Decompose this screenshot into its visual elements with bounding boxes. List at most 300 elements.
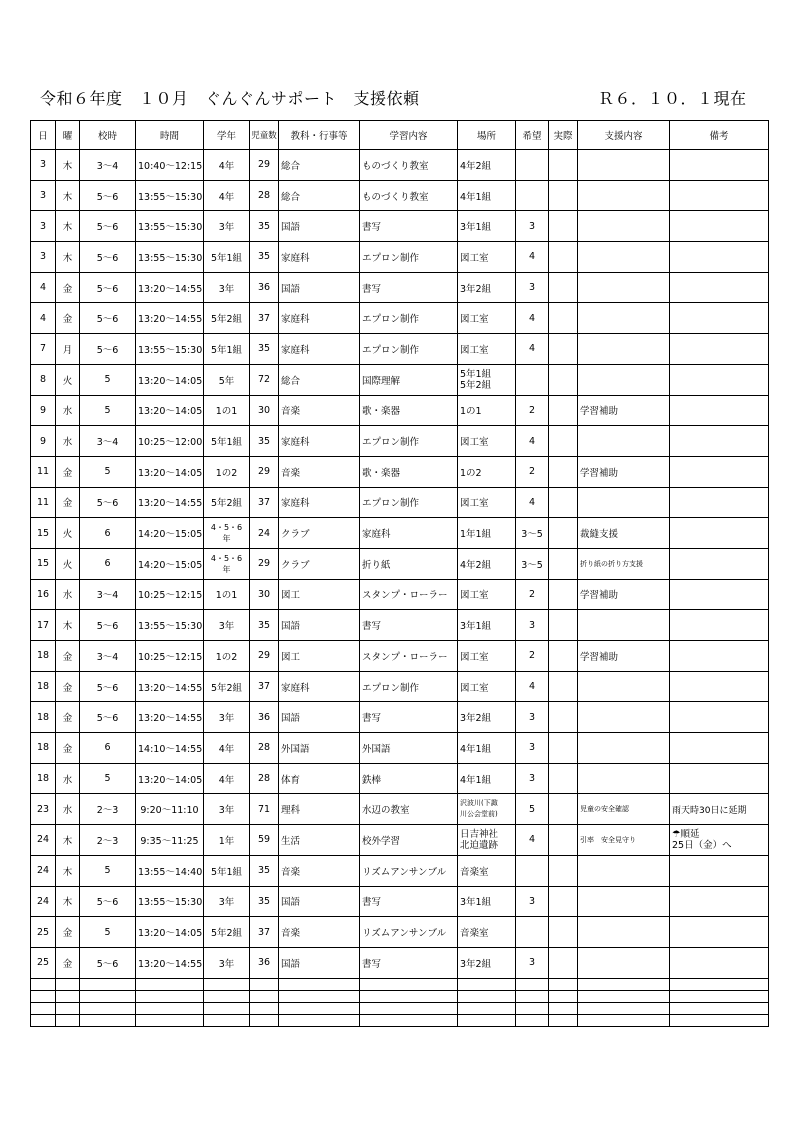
cell-actual — [549, 641, 578, 672]
cell-content: 歌・楽器 — [360, 456, 458, 487]
empty-cell — [136, 978, 204, 990]
cell-students: 72 — [250, 364, 279, 395]
cell-actual — [549, 456, 578, 487]
cell-time: 10:25～12:00 — [136, 426, 204, 457]
cell-weekday: 金 — [56, 947, 80, 978]
cell-content: エプロン制作 — [360, 303, 458, 334]
empty-cell — [136, 1002, 204, 1014]
cell-actual — [549, 518, 578, 549]
cell-period: 3～4 — [80, 150, 136, 181]
table-row — [31, 610, 769, 641]
table-row — [31, 917, 769, 948]
document-title: 令和６年度 １０月 ぐんぐんサポート 支援依頼 — [40, 89, 420, 108]
cell-grade: 5年2組 — [204, 487, 250, 518]
header-row — [31, 121, 769, 150]
cell-notes — [670, 211, 769, 242]
empty-cell — [360, 1014, 458, 1026]
cell-time: 13:55～15:30 — [136, 334, 204, 365]
cell-requested: 4 — [516, 334, 549, 365]
cell-requested: 4 — [516, 825, 549, 856]
cell-period: 5～6 — [80, 610, 136, 641]
empty-cell — [360, 990, 458, 1002]
cell-notes — [670, 548, 769, 579]
cell-weekday: 火 — [56, 364, 80, 395]
cell-period: 5～6 — [80, 242, 136, 273]
cell-period: 5 — [80, 456, 136, 487]
cell-weekday: 木 — [56, 242, 80, 273]
cell-subject: 生活 — [279, 825, 360, 856]
cell-grade: 4・5・6 年 — [204, 518, 250, 549]
empty-row — [31, 1002, 769, 1014]
cell-requested: 3 — [516, 610, 549, 641]
cell-grade: 3年 — [204, 610, 250, 641]
cell-students: 35 — [250, 426, 279, 457]
table-row — [31, 886, 769, 917]
cell-students: 35 — [250, 855, 279, 886]
table-row — [31, 334, 769, 365]
cell-support: 折り紙の折り方支援 — [578, 548, 670, 579]
cell-day: 18 — [31, 641, 56, 672]
table-row — [31, 947, 769, 978]
cell-support — [578, 180, 670, 211]
cell-place: 日吉神社 北迫遺跡 — [458, 825, 516, 856]
cell-requested: 4 — [516, 242, 549, 273]
cell-time: 13:55～15:30 — [136, 211, 204, 242]
table-row — [31, 794, 769, 825]
cell-notes — [670, 763, 769, 794]
cell-time: 14:10～14:55 — [136, 733, 204, 764]
cell-place: 沢波川(下諏 川公会堂前) — [458, 794, 516, 825]
cell-support — [578, 150, 670, 181]
cell-weekday: 金 — [56, 487, 80, 518]
cell-weekday: 木 — [56, 886, 80, 917]
cell-notes: 雨天時30日に延期 — [670, 794, 769, 825]
cell-students: 35 — [250, 211, 279, 242]
empty-cell — [56, 1002, 80, 1014]
cell-day: 15 — [31, 548, 56, 579]
cell-actual — [549, 855, 578, 886]
cell-students: 36 — [250, 947, 279, 978]
cell-students: 59 — [250, 825, 279, 856]
cell-day: 3 — [31, 150, 56, 181]
cell-requested: 2 — [516, 456, 549, 487]
cell-period: 3～4 — [80, 579, 136, 610]
cell-time: 14:20～15:05 — [136, 548, 204, 579]
cell-subject: 音楽 — [279, 395, 360, 426]
cell-actual — [549, 825, 578, 856]
cell-place: 3年1組 — [458, 610, 516, 641]
cell-support — [578, 487, 670, 518]
cell-notes — [670, 456, 769, 487]
cell-day: 4 — [31, 272, 56, 303]
cell-content: エプロン制作 — [360, 487, 458, 518]
cell-students: 35 — [250, 886, 279, 917]
cell-requested — [516, 150, 549, 181]
cell-actual — [549, 180, 578, 211]
cell-grade: 4年 — [204, 150, 250, 181]
cell-subject: 家庭科 — [279, 426, 360, 457]
table-row — [31, 548, 769, 579]
cell-subject: 音楽 — [279, 855, 360, 886]
table-row — [31, 733, 769, 764]
cell-students: 30 — [250, 395, 279, 426]
cell-content: リズムアンサンブル — [360, 855, 458, 886]
cell-notes — [670, 641, 769, 672]
cell-subject: 図工 — [279, 579, 360, 610]
cell-subject: 国語 — [279, 211, 360, 242]
cell-students: 35 — [250, 242, 279, 273]
cell-requested: 4 — [516, 303, 549, 334]
table-row — [31, 456, 769, 487]
empty-cell — [578, 990, 670, 1002]
cell-weekday: 金 — [56, 733, 80, 764]
cell-time: 10:25～12:15 — [136, 579, 204, 610]
cell-support — [578, 947, 670, 978]
empty-cell — [549, 978, 578, 990]
cell-actual — [549, 947, 578, 978]
cell-grade: 1の2 — [204, 456, 250, 487]
table-body — [31, 150, 769, 1027]
cell-grade: 3年 — [204, 211, 250, 242]
cell-place: 音楽室 — [458, 855, 516, 886]
empty-cell — [80, 990, 136, 1002]
col-time: 時間 — [136, 121, 204, 150]
cell-notes — [670, 487, 769, 518]
cell-notes: ☂順延 25日（金）へ — [670, 825, 769, 856]
cell-time: 13:20～14:05 — [136, 364, 204, 395]
cell-period: 5 — [80, 855, 136, 886]
cell-time: 13:20～14:05 — [136, 456, 204, 487]
cell-grade: 3年 — [204, 947, 250, 978]
cell-weekday: 水 — [56, 426, 80, 457]
cell-period: 5～6 — [80, 211, 136, 242]
cell-day: 9 — [31, 426, 56, 457]
cell-time: 13:55～15:30 — [136, 180, 204, 211]
cell-day: 24 — [31, 886, 56, 917]
cell-grade: 3年 — [204, 702, 250, 733]
cell-support — [578, 426, 670, 457]
cell-place: 図工室 — [458, 487, 516, 518]
cell-requested: 5 — [516, 794, 549, 825]
cell-subject: クラブ — [279, 548, 360, 579]
cell-weekday: 金 — [56, 671, 80, 702]
cell-weekday: 木 — [56, 211, 80, 242]
cell-support: 引率 安全見守り — [578, 825, 670, 856]
cell-subject: 外国語 — [279, 733, 360, 764]
cell-support — [578, 763, 670, 794]
cell-content: 校外学習 — [360, 825, 458, 856]
cell-weekday: 金 — [56, 272, 80, 303]
cell-notes — [670, 886, 769, 917]
col-support: 支援内容 — [578, 121, 670, 150]
cell-content: エプロン制作 — [360, 242, 458, 273]
cell-place: 図工室 — [458, 671, 516, 702]
empty-cell — [458, 978, 516, 990]
cell-time: 13:20～14:05 — [136, 917, 204, 948]
empty-cell — [670, 978, 769, 990]
cell-time: 10:25～12:15 — [136, 641, 204, 672]
col-weekday: 曜 — [56, 121, 80, 150]
cell-actual — [549, 610, 578, 641]
cell-students: 71 — [250, 794, 279, 825]
cell-time: 13:20～14:55 — [136, 671, 204, 702]
cell-weekday: 水 — [56, 395, 80, 426]
cell-place: 図工室 — [458, 579, 516, 610]
empty-cell — [279, 978, 360, 990]
cell-period: 6 — [80, 548, 136, 579]
cell-actual — [549, 548, 578, 579]
cell-students: 36 — [250, 702, 279, 733]
cell-actual — [549, 334, 578, 365]
cell-requested: 4 — [516, 487, 549, 518]
empty-cell — [136, 1014, 204, 1026]
cell-content: エプロン制作 — [360, 334, 458, 365]
cell-notes — [670, 242, 769, 273]
cell-requested: 4 — [516, 426, 549, 457]
cell-content: 折り紙 — [360, 548, 458, 579]
cell-requested — [516, 917, 549, 948]
cell-requested: 2 — [516, 395, 549, 426]
cell-weekday: 水 — [56, 763, 80, 794]
empty-cell — [56, 990, 80, 1002]
cell-content: 外国語 — [360, 733, 458, 764]
cell-period: 3～4 — [80, 641, 136, 672]
table-row — [31, 242, 769, 273]
cell-requested: 4 — [516, 671, 549, 702]
empty-cell — [516, 990, 549, 1002]
cell-notes — [670, 733, 769, 764]
cell-place: 図工室 — [458, 641, 516, 672]
cell-weekday: 金 — [56, 917, 80, 948]
empty-cell — [549, 1014, 578, 1026]
cell-students: 29 — [250, 641, 279, 672]
cell-notes — [670, 303, 769, 334]
empty-cell — [516, 1014, 549, 1026]
cell-actual — [549, 579, 578, 610]
col-grade: 学年 — [204, 121, 250, 150]
cell-support — [578, 855, 670, 886]
col-day: 日 — [31, 121, 56, 150]
cell-place: 3年1組 — [458, 211, 516, 242]
cell-actual — [549, 487, 578, 518]
cell-grade: 4・5・6 年 — [204, 548, 250, 579]
cell-requested: 2 — [516, 641, 549, 672]
cell-content: スタンプ・ローラー — [360, 579, 458, 610]
empty-cell — [279, 1002, 360, 1014]
cell-day: 4 — [31, 303, 56, 334]
empty-cell — [279, 1014, 360, 1026]
cell-requested: 3 — [516, 947, 549, 978]
cell-subject: 家庭科 — [279, 671, 360, 702]
cell-notes — [670, 180, 769, 211]
table-row — [31, 272, 769, 303]
cell-content: ものづくり教室 — [360, 180, 458, 211]
cell-requested — [516, 180, 549, 211]
cell-period: 2～3 — [80, 825, 136, 856]
cell-day: 9 — [31, 395, 56, 426]
cell-weekday: 水 — [56, 794, 80, 825]
table-row — [31, 855, 769, 886]
cell-students: 29 — [250, 456, 279, 487]
cell-requested: 3 — [516, 272, 549, 303]
empty-cell — [136, 990, 204, 1002]
cell-grade: 3年 — [204, 886, 250, 917]
cell-support: 学習補助 — [578, 456, 670, 487]
cell-period: 5 — [80, 364, 136, 395]
cell-actual — [549, 702, 578, 733]
empty-cell — [549, 990, 578, 1002]
cell-period: 5～6 — [80, 886, 136, 917]
table-row — [31, 702, 769, 733]
cell-place: 4年1組 — [458, 763, 516, 794]
cell-students: 35 — [250, 610, 279, 641]
cell-content: リズムアンサンブル — [360, 917, 458, 948]
cell-weekday: 金 — [56, 702, 80, 733]
cell-place: 図工室 — [458, 242, 516, 273]
cell-grade: 3年 — [204, 272, 250, 303]
cell-weekday: 木 — [56, 855, 80, 886]
cell-actual — [549, 886, 578, 917]
cell-students: 35 — [250, 334, 279, 365]
cell-support — [578, 272, 670, 303]
empty-cell — [250, 978, 279, 990]
cell-students: 37 — [250, 917, 279, 948]
cell-grade: 3年 — [204, 794, 250, 825]
cell-period: 5～6 — [80, 303, 136, 334]
cell-content: ものづくり教室 — [360, 150, 458, 181]
cell-period: 5 — [80, 395, 136, 426]
cell-content: 書写 — [360, 886, 458, 917]
cell-notes — [670, 947, 769, 978]
cell-day: 3 — [31, 211, 56, 242]
cell-students: 37 — [250, 671, 279, 702]
cell-support — [578, 242, 670, 273]
cell-notes — [670, 518, 769, 549]
cell-day: 18 — [31, 733, 56, 764]
support-request-table — [30, 120, 769, 1027]
cell-notes — [670, 395, 769, 426]
empty-cell — [516, 978, 549, 990]
cell-actual — [549, 671, 578, 702]
table-row — [31, 518, 769, 549]
cell-time: 13:55～15:30 — [136, 610, 204, 641]
cell-period: 5～6 — [80, 272, 136, 303]
cell-subject: 音楽 — [279, 456, 360, 487]
cell-period: 5～6 — [80, 487, 136, 518]
cell-subject: 家庭科 — [279, 303, 360, 334]
empty-cell — [80, 978, 136, 990]
empty-cell — [578, 978, 670, 990]
cell-subject: 総合 — [279, 364, 360, 395]
cell-actual — [549, 733, 578, 764]
empty-cell — [56, 978, 80, 990]
empty-cell — [31, 990, 56, 1002]
cell-actual — [549, 763, 578, 794]
empty-cell — [670, 990, 769, 1002]
cell-students: 36 — [250, 272, 279, 303]
cell-content: 書写 — [360, 947, 458, 978]
cell-support: 学習補助 — [578, 579, 670, 610]
cell-day: 7 — [31, 334, 56, 365]
cell-support: 学習補助 — [578, 641, 670, 672]
cell-subject: 国語 — [279, 947, 360, 978]
cell-day: 3 — [31, 242, 56, 273]
cell-actual — [549, 303, 578, 334]
empty-cell — [360, 1002, 458, 1014]
cell-actual — [549, 395, 578, 426]
empty-cell — [578, 1002, 670, 1014]
cell-support — [578, 334, 670, 365]
cell-day: 15 — [31, 518, 56, 549]
cell-period: 5～6 — [80, 180, 136, 211]
cell-actual — [549, 794, 578, 825]
cell-day: 17 — [31, 610, 56, 641]
cell-place: 1の2 — [458, 456, 516, 487]
cell-grade: 5年2組 — [204, 303, 250, 334]
table-row — [31, 395, 769, 426]
cell-time: 13:20～14:55 — [136, 702, 204, 733]
cell-content: 家庭科 — [360, 518, 458, 549]
cell-requested: 3 — [516, 886, 549, 917]
cell-day: 11 — [31, 456, 56, 487]
cell-place: 図工室 — [458, 426, 516, 457]
table-row — [31, 364, 769, 395]
cell-day: 18 — [31, 671, 56, 702]
empty-row — [31, 1014, 769, 1026]
cell-actual — [549, 211, 578, 242]
cell-content: 水辺の教室 — [360, 794, 458, 825]
table-row — [31, 487, 769, 518]
cell-period: 3～4 — [80, 426, 136, 457]
cell-requested: 3～5 — [516, 548, 549, 579]
cell-grade: 4年 — [204, 180, 250, 211]
cell-time: 13:55～14:40 — [136, 855, 204, 886]
cell-grade: 5年1組 — [204, 426, 250, 457]
cell-time: 9:20～11:10 — [136, 794, 204, 825]
cell-time: 14:20～15:05 — [136, 518, 204, 549]
cell-support — [578, 702, 670, 733]
cell-day: 18 — [31, 702, 56, 733]
cell-grade: 1の2 — [204, 641, 250, 672]
cell-notes — [670, 610, 769, 641]
cell-subject: 家庭科 — [279, 487, 360, 518]
empty-cell — [204, 1002, 250, 1014]
table-row — [31, 641, 769, 672]
cell-day: 8 — [31, 364, 56, 395]
cell-support — [578, 610, 670, 641]
cell-period: 5～6 — [80, 334, 136, 365]
cell-content: 国際理解 — [360, 364, 458, 395]
cell-notes — [670, 150, 769, 181]
cell-grade: 4年 — [204, 733, 250, 764]
empty-cell — [360, 978, 458, 990]
cell-notes — [670, 334, 769, 365]
empty-cell — [204, 1014, 250, 1026]
cell-period: 5 — [80, 763, 136, 794]
cell-subject: 音楽 — [279, 917, 360, 948]
cell-place: 3年2組 — [458, 272, 516, 303]
col-period: 校時 — [80, 121, 136, 150]
cell-grade: 5年1組 — [204, 334, 250, 365]
empty-cell — [204, 978, 250, 990]
cell-subject: 家庭科 — [279, 242, 360, 273]
col-requested: 希望 — [516, 121, 549, 150]
cell-day: 24 — [31, 825, 56, 856]
table-row — [31, 303, 769, 334]
cell-notes — [670, 855, 769, 886]
cell-grade: 1の1 — [204, 395, 250, 426]
cell-students: 28 — [250, 180, 279, 211]
